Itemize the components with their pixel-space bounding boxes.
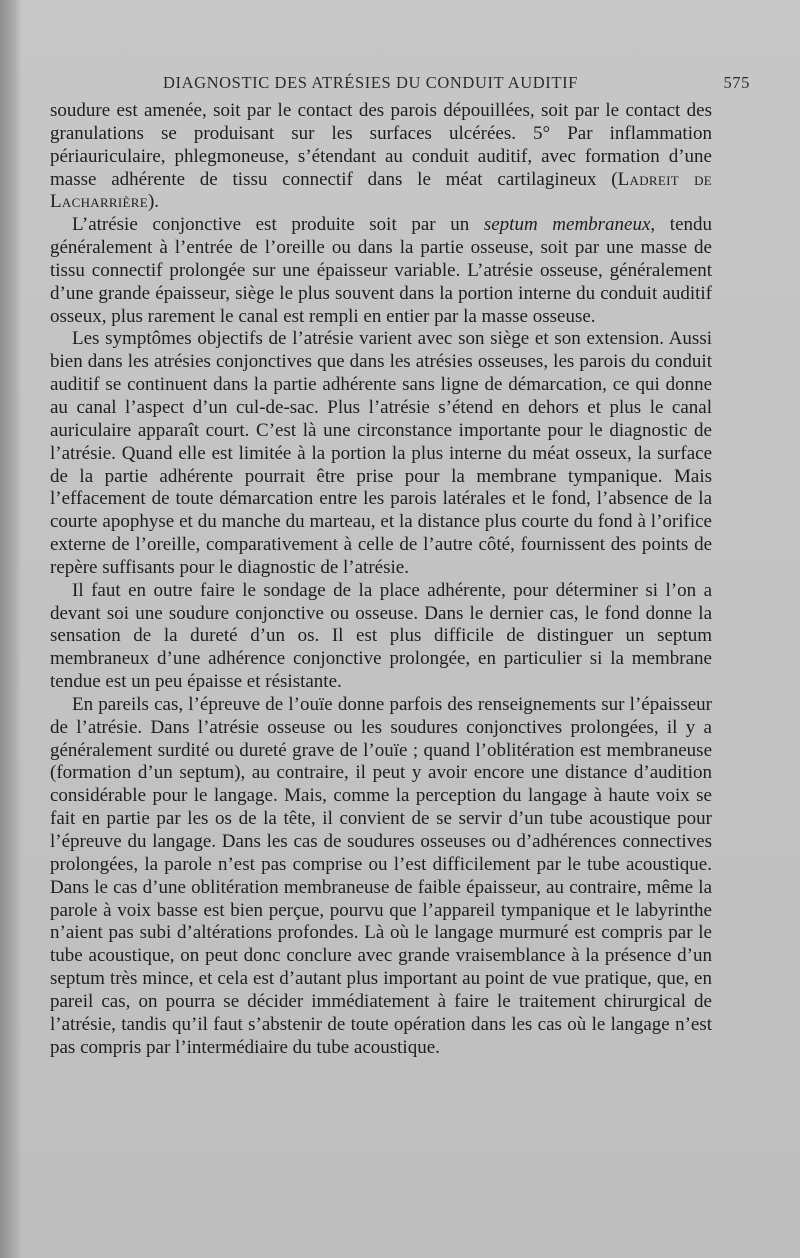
paragraph-continuation	[50, 100, 712, 214]
page-number: 575	[723, 73, 750, 92]
paragraph-text: soudure est amenée, soit par le contact des parois dépouillées, soit par le contact des granulations se produisant sur les surfaces ulcérées. 5° Par inflammation périauriculaire, phlegmoneuse, s’étendant au conduit auditif, avec formation d’une masse adhérente de tissu connectif dans le méat cartilagineux (	[50, 100, 712, 190]
author-citation: Ladreit de Lacharrière	[50, 168, 713, 213]
running-head: DIAGNOSTIC DES ATRÉSIES DU CONDUIT AUDITIF	[163, 73, 578, 92]
body-text	[50, 100, 712, 1059]
binding-shadow	[0, 0, 22, 1258]
page-header	[50, 73, 750, 95]
paragraph-objective-symptoms: Les symptômes objectifs de l’atrésie varient avec son siège et son extension. Aussi bien dans les atrésies conjonctives que dans les atrésies osseuses, les parois du conduit auditif se continuent dans la partie adhérente sans ligne de démarcation, ce qui donne au canal l’aspect d’un cul-de-sac. Plus l’atrésie s’étend en dehors et plus le canal auriculaire apparaît court. C’est là une circonstance importante pour le diagnostic de l’atrésie. Quand elle est limitée à la portion la plus interne du méat osseux, la surface de la partie adhérente pourrait être prise pour la membrane tympanique. Mais l’effacement de toute démarcation entre les parois latérales et le fond, l’absence de la courte apophyse et du manche du marteau, et la distance plus courte du fond à l’orifice externe de l’oreille, comparativement à celle de l’autre côté, fournissent des points de repère suffisants pour le diagnostic de l’atrésie.	[50, 328, 712, 578]
paragraph-text: , tendu généralement à l’entrée de l’oreille ou dans la partie osseuse, soit par une masse de tissu connectif prolongée sur une épaisseur variable. L’atrésie osseuse, généralement d’une grande épaisseur, siège le plus souvent dans la portion interne du conduit auditif osseux, plus rarement le canal est rempli en entier par la masse osseuse.	[50, 214, 712, 327]
paragraph-text: ).	[147, 191, 160, 213]
paragraph-probing: Il faut en outre faire le sondage de la place adhérente, pour déterminer si l’on a devant soi une soudure conjonctive ou osseuse. Dans le dernier cas, le fond donne la sensation de la dureté d’un os. Il est plus difficile de distinguer un septum membraneux d’une adhérence conjonctive prolongée, en particulier si la membrane tendue est un peu épaisse et résistante.	[50, 579, 712, 693]
italic-term: septum membraneux	[483, 214, 651, 236]
paragraph-hearing-test: En pareils cas, l’épreuve de l’ouïe donne parfois des renseignements sur l’épaisseur de l’atrésie. Dans l’atrésie osseuse ou les soudures conjonctives prolongées, il y a généralement surdité ou dureté grave de l’ouïe ; quand l’oblitération est membraneuse (formation d’un septum), au contraire, il peut y avoir encore une distance d’audition considérable pour le langage. Mais, comme la perception du langage à haute voix se fait en partie par les os de la tête, il convient de se servir d’un tube acoustique pour l’épreuve du langage. Dans les cas de soudures osseuses ou d’adhérences connectives prolongées, la parole n’est pas comprise ou l’est difficilement par le tube acoustique. Dans le cas d’une oblitération membraneuse de faible épaisseur, au contraire, même la parole à voix basse est bien perçue, pourvu que l’appareil tympanique et le labyrinthe n’aient pas subi d’altérations profondes. Là où le langage murmuré est compris par le tube acoustique, on peut donc conclure avec grande vraisemblance à la présence d’un septum très mince, et cela est d’autant plus important au point de vue pratique, que, en pareil cas, on pourra se décider immédiatement à faire le traitement chirurgical de l’atrésie, tandis qu’il faut s’abstenir de toute opération dans les cas où le langage n’est pas compris par l’intermédiaire du tube acoustique.	[50, 693, 712, 1058]
paragraph-conjunctive-atresia	[50, 214, 712, 328]
paragraph-text: L’atrésie conjonctive est produite soit par un	[72, 214, 484, 236]
